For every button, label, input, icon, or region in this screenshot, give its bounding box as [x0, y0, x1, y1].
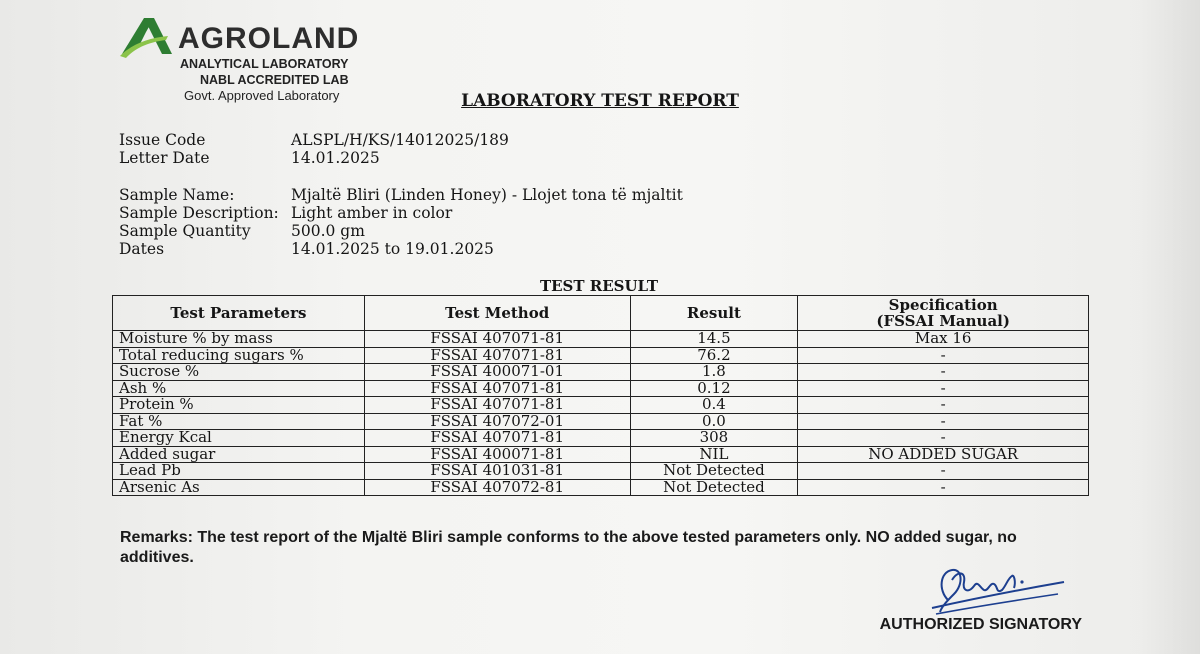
header-test-method: Test Method: [364, 296, 630, 331]
dates-row: [119, 240, 683, 258]
cell-result: NIL: [630, 446, 798, 463]
table-row: [113, 380, 1089, 397]
cell-parameter: Energy Kcal: [113, 430, 365, 447]
signature-image: [918, 560, 1068, 620]
cell-method: FSSAI 401031-81: [364, 463, 630, 480]
cell-specification: NO ADDED SUGAR: [798, 446, 1089, 463]
lab-type: ANALYTICAL LABORATORY: [180, 57, 349, 71]
sample-quantity-label: Sample Quantity: [119, 222, 251, 240]
sample-name-row: [119, 186, 683, 204]
cell-parameter: Ash %: [113, 380, 365, 397]
cell-result: 0.12: [630, 380, 798, 397]
letter-date-label: Letter Date: [119, 149, 210, 167]
authorized-signatory: AUTHORIZED SIGNATORY: [879, 616, 1082, 633]
cell-specification: -: [798, 380, 1089, 397]
approval: Govt. Approved Laboratory: [184, 88, 340, 103]
cell-parameter: Total reducing sugars %: [113, 347, 365, 364]
cell-result: 0.4: [630, 397, 798, 414]
cell-parameter: Protein %: [113, 397, 365, 414]
cell-method: FSSAI 407071-81: [364, 347, 630, 364]
cell-result: 14.5: [630, 331, 798, 348]
test-result-title: [0, 277, 1200, 295]
table-header-row: [113, 296, 1089, 331]
cell-method: FSSAI 400071-01: [364, 364, 630, 381]
cell-specification: -: [798, 430, 1089, 447]
cell-parameter: Sucrose %: [113, 364, 365, 381]
sample-quantity-value: 500.0 gm: [291, 222, 365, 240]
cell-parameter: Lead Pb: [113, 463, 365, 480]
letter-date-row: [119, 149, 509, 167]
issue-code-value: ALSPL/H/KS/14012025/189: [291, 131, 509, 149]
cell-method: FSSAI 400071-81: [364, 446, 630, 463]
issue-code-label: Issue Code: [119, 131, 206, 149]
report-title: LABORATORY TEST REPORT: [461, 91, 739, 111]
cell-parameter: Moisture % by mass: [113, 331, 365, 348]
letter-date-value: 14.01.2025: [291, 149, 380, 167]
table-row: [113, 397, 1089, 414]
cell-method: FSSAI 407072-01: [364, 413, 630, 430]
table-row: [113, 331, 1089, 348]
sample-info: [119, 186, 683, 258]
cell-parameter: Arsenic As: [113, 479, 365, 496]
table-body: [113, 331, 1089, 496]
sample-description-value: Light amber in color: [291, 204, 453, 222]
cell-specification: -: [798, 364, 1089, 381]
sample-name-value: Mjaltë Bliri (Linden Honey) - Llojet tona të mjaltit: [291, 186, 683, 204]
header-result: Result: [630, 296, 798, 331]
cell-parameter: Fat %: [113, 413, 365, 430]
test-result-title-text: TEST RESULT: [539, 277, 659, 295]
cell-specification: -: [798, 397, 1089, 414]
table-row: [113, 364, 1089, 381]
table-row: [113, 446, 1089, 463]
table-row: [113, 479, 1089, 496]
dates-label: Dates: [119, 240, 165, 258]
issue-code-row: [119, 131, 509, 149]
cell-method: FSSAI 407071-81: [364, 380, 630, 397]
cell-result: Not Detected: [630, 463, 798, 480]
cell-method: FSSAI 407072-81: [364, 479, 630, 496]
cell-specification: -: [798, 347, 1089, 364]
cell-specification: -: [798, 413, 1089, 430]
accreditation: NABL ACCREDITED LAB: [200, 73, 349, 87]
cell-method: FSSAI 407071-81: [364, 430, 630, 447]
cell-specification: -: [798, 479, 1089, 496]
cell-result: 0.0: [630, 413, 798, 430]
header-specification-line2: (FSSAI Manual): [876, 312, 1010, 330]
sample-description-label: Sample Description:: [119, 204, 279, 222]
issue-info: [119, 131, 509, 167]
cell-method: FSSAI 407071-81: [364, 397, 630, 414]
header-test-parameters: Test Parameters: [113, 296, 365, 331]
cell-specification: -: [798, 463, 1089, 480]
header-specification: [798, 296, 1089, 331]
brand-name: AGROLAND: [178, 22, 360, 55]
cell-result: 1.8: [630, 364, 798, 381]
cell-method: FSSAI 407071-81: [364, 331, 630, 348]
table-row: [113, 430, 1089, 447]
table-row: [113, 413, 1089, 430]
table-row: [113, 463, 1089, 480]
sample-name-label: Sample Name:: [119, 186, 235, 204]
remarks: Remarks: The test report of the Mjaltë Bliri sample conforms to the above tested parameters only. NO added sugar, no additives.: [120, 529, 1017, 566]
cell-result: Not Detected: [630, 479, 798, 496]
header-specification-line1: Specification: [888, 296, 998, 314]
cell-result: 308: [630, 430, 798, 447]
test-results-table: [112, 295, 1089, 496]
agroland-logo-icon: [118, 14, 178, 60]
sample-description-row: [119, 204, 683, 222]
cell-parameter: Added sugar: [113, 446, 365, 463]
cell-specification: Max 16: [798, 331, 1089, 348]
dates-value: 14.01.2025 to 19.01.2025: [291, 240, 494, 258]
cell-result: 76.2: [630, 347, 798, 364]
table-row: [113, 347, 1089, 364]
agroland-logo: [118, 14, 388, 103]
sample-quantity-row: [119, 222, 683, 240]
